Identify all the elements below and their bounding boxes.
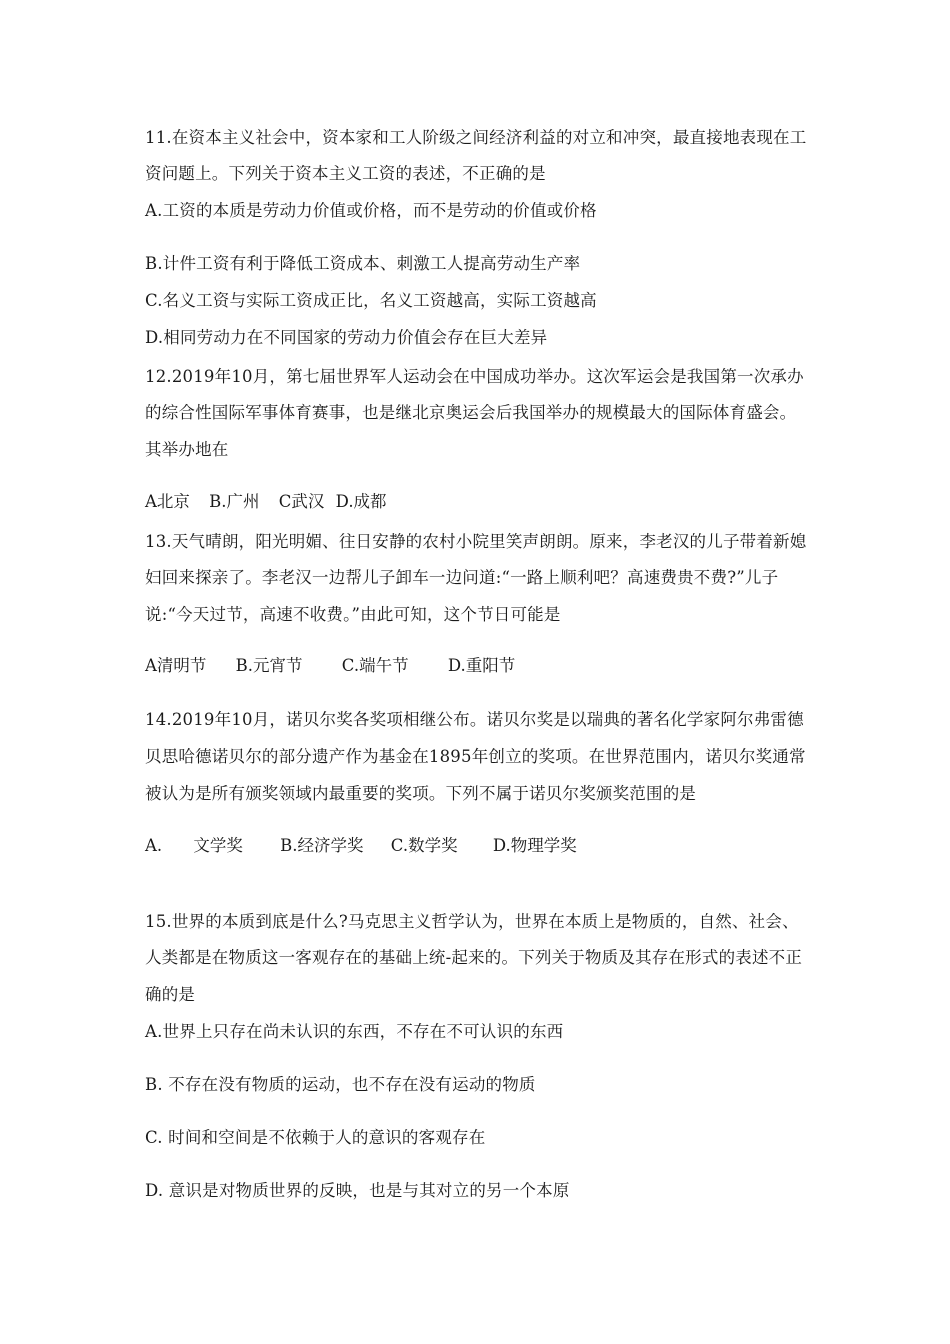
question-13-stem-line-2: 妇回来探亲了。李老汉一边帮儿子卸车一边问道:“一路上顺利吧？高速费贵不费?”儿子 [145, 568, 779, 587]
question-11-stem-line-2: 资问题上。下列关于资本主义工资的表述，不正确的是 [145, 164, 546, 183]
question-12-option-b: B.广州 [209, 492, 260, 511]
question-12-option-d: D.成都 [335, 492, 387, 511]
question-11-option-a: A.工资的本质是劳动力价值或价格，而不是劳动的价值或价格 [145, 201, 597, 220]
question-12-stem-line-2: 的综合性国际军事体育赛事，也是继北京奥运会后我国举办的规模最大的国际体育盛会。 [145, 403, 797, 422]
question-14-option-a-letter: A. [145, 836, 163, 855]
question-13-option-c: C.端午节 [341, 656, 409, 675]
question-14-option-b: B.经济学奖 [280, 836, 364, 855]
question-11-option-b: B.计件工资有利于降低工资成本、刺激工人提高劳动生产率 [145, 254, 581, 273]
question-14-stem-line-2: 贝思哈德诺贝尔的部分遗产作为基金在1895年创立的奖项。在世界范围内，诺贝尔奖通常 [145, 747, 806, 766]
question-12-stem-line-1: 12.2019年10月，第七届世界军人运动会在中国成功举办。这次军运会是我国第一次承办 [145, 367, 804, 386]
question-12-options [145, 491, 387, 513]
question-11-stem-line-1: 11.在资本主义社会中，资本家和工人阶级之间经济利益的对立和冲突，最直接地表现在工 [145, 128, 807, 147]
question-12-stem-line-3: 其举办地在 [145, 440, 229, 459]
question-12-option-a: A北京 [145, 492, 190, 511]
question-15-option-c: C. 时间和空间是不依赖于人的意识的客观存在 [145, 1128, 486, 1147]
question-13-option-b: B.元宵节 [235, 656, 303, 675]
question-13-option-d: D.重阳节 [447, 656, 516, 675]
question-15-stem-line-3: 确的是 [145, 985, 196, 1004]
question-14-option-d: D.物理学奖 [492, 836, 577, 855]
question-14-options [145, 835, 577, 857]
question-13-option-a: A清明节 [145, 656, 207, 675]
question-15-stem-line-2: 人类都是在物质这一客观存在的基础上统-起来的。下列关于物质及其存在形式的表述不正 [145, 948, 803, 967]
question-15-option-b: B. 不存在没有物质的运动，也不存在没有运动的物质 [145, 1075, 536, 1094]
question-15-stem-line-1: 15.世界的本质到底是什么?马克思主义哲学认为，世界在本质上是物质的，自然、社会、 [145, 912, 799, 931]
question-11-option-c: C.名义工资与实际工资成正比，名义工资越高，实际工资越高 [145, 291, 597, 310]
question-13-stem-line-1: 13.天气晴朗，阳光明媚、往日安静的农村小院里笑声朗朗。原来，李老汉的儿子带着新媳 [145, 532, 807, 551]
question-14-option-c: C.数学奖 [390, 836, 458, 855]
question-15-option-a: A.世界上只存在尚未认识的东西，不存在不可认识的东西 [145, 1022, 564, 1041]
question-15-option-d: D. 意识是对物质世界的反映，也是与其对立的另一个本原 [145, 1181, 570, 1200]
question-11-option-d: D.相同劳动力在不同国家的劳动力价值会存在巨大差异 [145, 328, 548, 347]
question-14-stem-line-3: 被认为是所有颁奖领域内最重要的奖项。下列不属于诺贝尔奖颁奖范围的是 [145, 784, 697, 803]
question-14-option-a: 文学奖 [193, 836, 243, 855]
question-13-stem-line-3: 说:“今天过节，高速不收费。”由此可知，这个节日可能是 [145, 605, 561, 624]
question-13-options [145, 655, 515, 677]
question-14-stem-line-1: 14.2019年10月，诺贝尔奖各奖项相继公布。诺贝尔奖是以瑞典的著名化学家阿尔弗雷德 [145, 710, 804, 729]
question-12-option-c: C武汉 [278, 492, 325, 511]
